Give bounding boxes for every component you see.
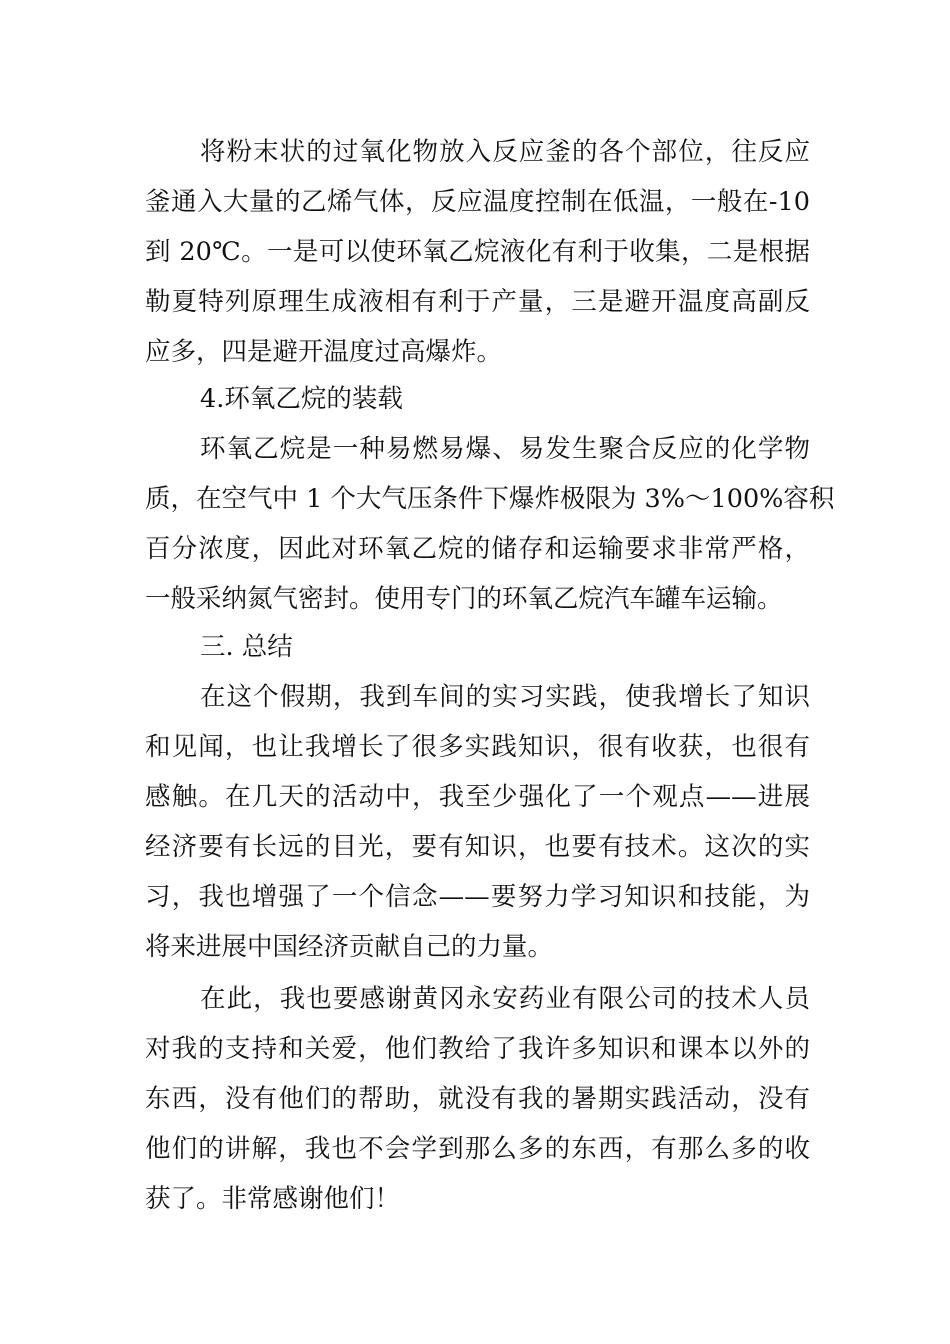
paragraph-2-line-1: 环氧乙烷是一种易燃易爆、易发生聚合反应的化学物 <box>200 434 810 464</box>
paragraph-1-line-1: 将粉末状的过氧化物放入反应釜的各个部位，往反应 <box>200 137 810 167</box>
paragraph-3-line-5: 习，我也增强了一个信念——要努力学习知识和技能，为 <box>145 882 810 912</box>
paragraph-4-line-5: 获了。非常感谢他们！ <box>145 1184 401 1214</box>
paragraph-3-line-3: 感触。在几天的活动中，我至少强化了一个观点——进展 <box>145 782 810 812</box>
paragraph-3-line-4: 经济要有长远的目光，要有知识，也要有技术。这次的实 <box>145 832 810 862</box>
paragraph-3-line-2: 和见闻，也让我增长了很多实践知识，很有收获，也很有 <box>145 732 810 762</box>
section-heading-3: 三. 总结 <box>200 632 293 662</box>
paragraph-4-line-1: 在此，我也要感谢黄冈永安药业有限公司的技术人员 <box>200 984 810 1014</box>
paragraph-4-line-2: 对我的支持和关爱，他们教给了我许多知识和课本以外的 <box>145 1034 810 1064</box>
paragraph-2-line-3: 百分浓度，因此对环氧乙烷的储存和运输要求非常严格， <box>145 534 810 564</box>
paragraph-4-line-4: 他们的讲解，我也不会学到那么多的东西，有那么多的收 <box>145 1134 810 1164</box>
paragraph-1-line-2: 釜通入大量的乙烯气体，反应温度控制在低温，一般在-10 <box>145 187 810 217</box>
paragraph-4-line-3: 东西，没有他们的帮助，就没有我的暑期实践活动，没有 <box>145 1084 810 1114</box>
section-heading-4: 4.环氧乙烷的装载 <box>200 384 403 414</box>
paragraph-1-line-4: 勒夏特列原理生成液相有利于产量，三是避开温度高副反 <box>145 287 810 317</box>
paragraph-1-line-3: 到 20℃。一是可以使环氧乙烷液化有利于收集，二是根据 <box>145 237 810 267</box>
paragraph-3-line-6: 将来进展中国经济贡献自己的力量。 <box>145 932 554 962</box>
paragraph-2-line-4: 一般采纳氮气密封。使用专门的环氧乙烷汽车罐车运输。 <box>145 584 783 614</box>
paragraph-2-line-2: 质，在空气中 1 个大气压条件下爆炸极限为 3%～100%容积 <box>145 484 835 514</box>
paragraph-3-line-1: 在这个假期，我到车间的实习实践，使我增长了知识 <box>200 682 810 712</box>
paragraph-1-line-5: 应多，四是避开温度过高爆炸。 <box>145 337 503 367</box>
